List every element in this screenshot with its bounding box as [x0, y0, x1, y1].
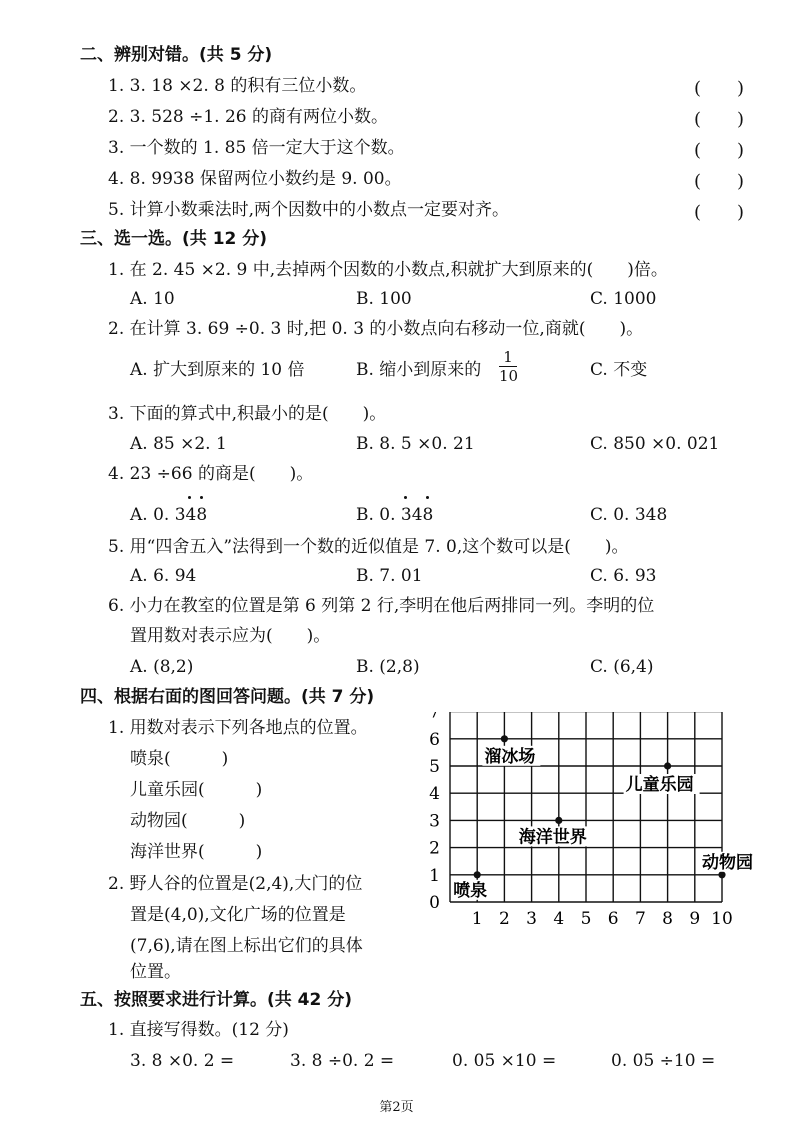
grid-point-label: 儿童乐园 [625, 775, 694, 795]
y-tick-label: 2 [429, 838, 440, 859]
place-playground: 儿童乐园( ) [130, 780, 263, 800]
grid-point [555, 817, 562, 824]
y-tick-label: 0 [429, 893, 440, 913]
calc-1: 3. 8 ×0. 2 = [130, 1051, 235, 1071]
place-ocean-world: 海洋世界( ) [130, 842, 263, 862]
y-tick-label: 1 [429, 865, 440, 886]
y-tick-label: 7 [429, 712, 440, 723]
x-tick-label: 8 [662, 909, 674, 929]
y-tick-label: 5 [429, 757, 440, 777]
x-tick-label: 10 [711, 909, 733, 929]
s2-item-4: 4. 8. 9938 保留两位小数约是 9. 00。 [108, 169, 402, 189]
y-tick-label: 6 [429, 729, 440, 750]
s2-item-2: 2. 3. 528 ÷1. 26 的商有两位小数。 [108, 107, 389, 127]
calc-4: 0. 05 ÷10 = [611, 1051, 716, 1071]
s3-q5: 5. 用“四舍五入”法得到一个数的近似值是 7. 0,这个数可以是( )。 [108, 537, 629, 557]
s3-q6-c: C. (6,4) [590, 657, 654, 677]
x-tick-label: 5 [580, 909, 592, 929]
place-fountain: 喷泉( ) [130, 749, 229, 769]
x-tick-label: 6 [607, 909, 619, 929]
x-tick-label: 1 [471, 909, 483, 929]
s3-q1: 1. 在 2. 45 ×2. 9 中,去掉两个因数的小数点,积就扩大到原来的( )倍。 [108, 260, 668, 280]
repeating-dot [426, 496, 429, 499]
y-tick-label: 4 [429, 784, 440, 805]
s3-q4-b: B. 0. 348 [356, 505, 434, 525]
grid-point-label: 动物园 [702, 852, 753, 873]
s3-q6-b: B. (2,8) [356, 657, 420, 677]
s3-q2: 2. 在计算 3. 69 ÷0. 3 时,把 0. 3 的小数点向右移动一位,商就( )。 [108, 319, 644, 339]
s2-item-5: 5. 计算小数乘法时,两个因数中的小数点一定要对齐。 [108, 200, 510, 220]
s5-q1: 1. 直接写得数。(12 分) [108, 1020, 289, 1040]
fraction-numerator: 1 [503, 348, 513, 366]
grid-point [474, 871, 481, 878]
x-tick-label: 4 [553, 909, 565, 929]
section2-heading: 二、辨别对错。(共 5 分) [80, 45, 273, 65]
answer-blank[interactable]: ( ) [694, 140, 745, 161]
s3-q5-a: A. 6. 94 [130, 566, 197, 586]
y-tick-label: 3 [429, 811, 440, 832]
grid-point-label: 溜冰场 [484, 746, 536, 767]
s3-q5-c: C. 6. 93 [590, 566, 657, 586]
answer-blank[interactable]: ( ) [694, 202, 745, 223]
s2-item-3: 3. 一个数的 1. 85 倍一定大于这个数。 [108, 138, 405, 158]
s3-q6: 6. 小力在教室的位置是第 6 列第 2 行,李明在他后两排同一列。李明的位 [108, 596, 655, 616]
section5-heading: 五、按照要求进行计算。(共 42 分) [80, 990, 353, 1010]
grid-point-label: 喷泉 [453, 880, 488, 901]
s2-item-1: 1. 3. 18 ×2. 8 的积有三位小数。 [108, 76, 367, 96]
grid-point-label: 海洋世界 [518, 827, 587, 848]
grid-svg [424, 712, 754, 942]
s3-q3-c: C. 850 ×0. 021 [590, 434, 720, 454]
fraction-denominator: 10 [499, 367, 519, 385]
s4-q2-line2: 置是(4,0),文化广场的位置是 [130, 905, 346, 925]
repeating-dot [188, 496, 191, 499]
repeating-dot [404, 496, 407, 499]
s3-q4-a: A. 0. 348 [130, 505, 208, 525]
s3-q1-a: A. 10 [130, 289, 175, 309]
answer-blank[interactable]: ( ) [694, 171, 745, 192]
s3-q4-c: C. 0. 348 [590, 505, 668, 525]
grid-point [664, 762, 671, 769]
section3-heading: 三、选一选。(共 12 分) [80, 229, 268, 249]
page-number: 第2页 [379, 1100, 414, 1115]
s3-q3-a: A. 85 ×2. 1 [130, 434, 227, 454]
s3-q6-a: A. (8,2) [130, 657, 194, 677]
calc-2: 3. 8 ÷0. 2 = [290, 1051, 395, 1071]
s3-q3-b: B. 8. 5 ×0. 21 [356, 434, 475, 454]
s4-q2-line3: (7,6),请在图上标出它们的具体 [130, 936, 363, 956]
s3-q6-cont: 置用数对表示应为( )。 [130, 626, 331, 646]
x-tick-label: 7 [634, 909, 646, 929]
grid-point [501, 735, 508, 742]
answer-blank[interactable]: ( ) [694, 78, 745, 99]
answer-blank[interactable]: ( ) [694, 109, 745, 130]
s3-q4: 4. 23 ÷66 的商是( )。 [108, 464, 314, 484]
s3-q1-c: C. 1000 [590, 289, 657, 309]
s3-q2-a: A. 扩大到原来的 10 倍 [130, 360, 305, 380]
x-tick-label: 3 [526, 909, 538, 929]
section4-heading: 四、根据右面的图回答问题。(共 7 分) [80, 687, 375, 707]
calc-3: 0. 05 ×10 = [452, 1051, 557, 1071]
s4-q2-line1: 2. 野人谷的位置是(2,4),大门的位 [108, 874, 363, 894]
x-tick-label: 2 [498, 909, 510, 929]
repeating-dot [200, 496, 203, 499]
s3-q2-b: B. 缩小到原来的 [356, 360, 482, 380]
s4-q2-line4: 位置。 [130, 962, 181, 982]
coordinate-grid [424, 712, 754, 942]
s4-q1: 1. 用数对表示下列各地点的位置。 [108, 718, 368, 738]
s3-q3: 3. 下面的算式中,积最小的是( )。 [108, 404, 387, 424]
s3-q1-b: B. 100 [356, 289, 412, 309]
fraction-one-tenth [499, 349, 517, 384]
x-tick-label: 9 [689, 909, 701, 929]
s3-q2-c: C. 不变 [590, 360, 648, 380]
s3-q5-b: B. 7. 01 [356, 566, 423, 586]
place-zoo: 动物园( ) [130, 811, 246, 831]
